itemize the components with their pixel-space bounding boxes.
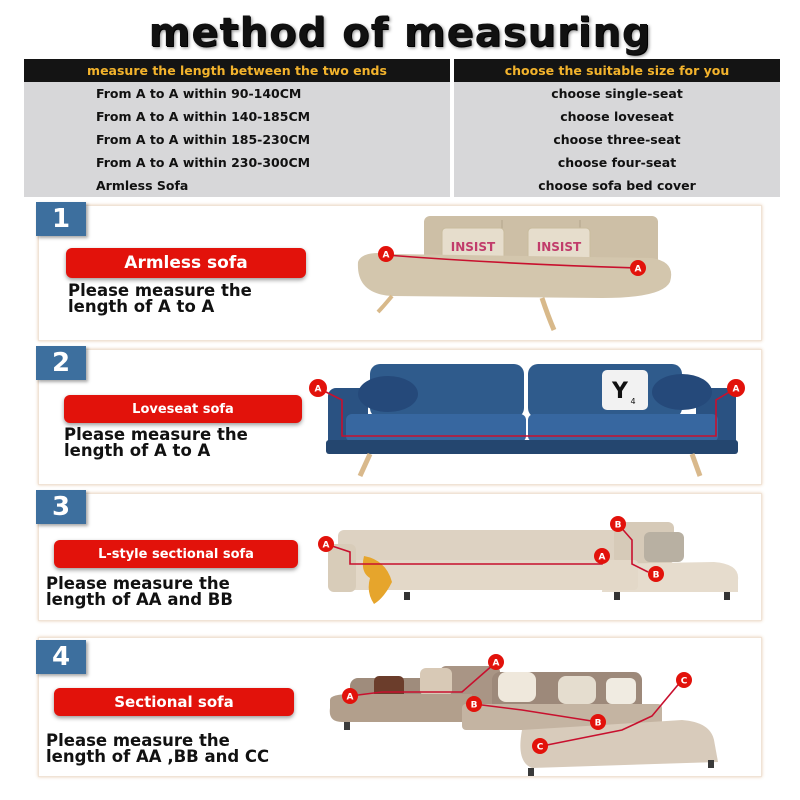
header-measure: measure the length between the two ends xyxy=(24,59,450,82)
sectional-sofa-image xyxy=(322,650,732,780)
instruction-line: Please measure the xyxy=(46,574,230,593)
table-row xyxy=(24,105,780,128)
step-badge-2: Loveseat sofa xyxy=(64,395,302,423)
step-badge-1: Armless sofa xyxy=(66,248,306,278)
measure-cell: Armless Sofa xyxy=(96,177,189,193)
svg-text:B: B xyxy=(614,520,622,531)
measure-cell: From A to A within 230-300CM xyxy=(96,154,311,170)
step-instruction-4 xyxy=(46,733,269,765)
size-table-header xyxy=(24,59,780,82)
svg-text:B: B xyxy=(470,700,478,711)
step-number-2: 2 xyxy=(36,346,86,380)
measure-cell: From A to A within 90-140CM xyxy=(96,85,302,101)
step-number-3: 3 xyxy=(36,490,86,524)
measure-cell: From A to A within 140-185CM xyxy=(96,108,311,124)
instruction-line: Please measure the xyxy=(46,731,230,750)
svg-text:A: A xyxy=(382,250,390,261)
measure-cell: From A to A within 185-230CM xyxy=(96,131,311,147)
pillow-text: INSIST xyxy=(536,240,582,254)
header-size: choose the suitable size for you xyxy=(454,59,780,82)
step-number-4: 4 xyxy=(36,640,86,674)
size-cell: choose four-seat xyxy=(454,151,780,174)
svg-text:A: A xyxy=(322,540,330,551)
step-instruction-1 xyxy=(68,283,252,315)
step-instruction-2 xyxy=(64,427,248,459)
step-instruction-3 xyxy=(46,576,233,608)
instruction-line: Please measure the xyxy=(68,281,252,300)
svg-text:A: A xyxy=(634,264,642,275)
svg-text:C: C xyxy=(536,742,544,753)
pillow-text: Y xyxy=(612,379,628,404)
size-cell: choose loveseat xyxy=(454,105,780,128)
table-row xyxy=(24,174,780,197)
table-row xyxy=(24,151,780,174)
step-badge-4: Sectional sofa xyxy=(54,688,294,716)
size-table xyxy=(24,59,780,197)
table-row xyxy=(24,128,780,151)
svg-text:B: B xyxy=(652,570,660,581)
instruction-line: length of A to A xyxy=(68,297,215,316)
svg-text:A: A xyxy=(732,384,740,395)
pillow-text: INSIST xyxy=(450,240,496,254)
svg-text:A: A xyxy=(346,692,354,703)
svg-text:C: C xyxy=(680,676,688,687)
instruction-line: length of AA and BB xyxy=(46,590,233,609)
instruction-line: Please measure the xyxy=(64,425,248,444)
step-badge-3: L-style sectional sofa xyxy=(54,540,298,568)
svg-text:A: A xyxy=(598,552,606,563)
size-cell: choose sofa bed cover xyxy=(454,174,780,197)
instruction-line: length of AA ,BB and CC xyxy=(46,747,270,766)
pillow-subscript: 4 xyxy=(630,397,636,406)
svg-text:B: B xyxy=(594,718,602,729)
armless-sofa-image xyxy=(352,212,682,336)
l-sectional-sofa-image xyxy=(314,512,744,606)
page-title: method of measuring xyxy=(148,10,652,56)
svg-text:A: A xyxy=(314,384,322,395)
size-cell: choose single-seat xyxy=(454,82,780,105)
loveseat-sofa-image xyxy=(306,356,754,482)
size-cell: choose three-seat xyxy=(454,128,780,151)
instruction-line: length of A to A xyxy=(64,441,211,460)
step-number-1: 1 xyxy=(36,202,86,236)
table-row xyxy=(24,82,780,105)
svg-text:A: A xyxy=(492,658,500,669)
